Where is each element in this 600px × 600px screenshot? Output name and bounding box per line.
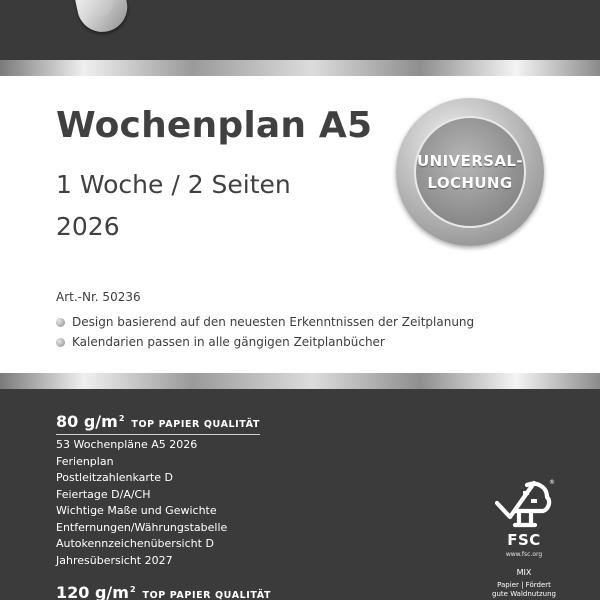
seal-text-line-1: UNIVERSAL- [417,152,523,170]
registered-mark: ® [549,479,555,486]
product-subtitle: 1 Woche / 2 Seiten [56,170,291,199]
brand-logo-icon [70,0,132,37]
contents-item: Autokennzeichenübersicht D [56,537,214,550]
contents-item: Postleitzahlenkarte D [56,471,173,484]
fsc-label: MIX [516,568,532,577]
feature-text: Kalendarien passen in alle gängigen Zeitplanbücher [72,335,385,349]
fsc-claim: Papier | Fördert gute Waldnutzung [492,581,556,598]
feature-item [56,315,474,335]
contents-item: Feiertage D/A/CH [56,487,151,501]
paper-quality-label: TOP PAPIER QUALITÄT [131,419,260,430]
top-dark-band [0,0,600,60]
universal-punching-seal [396,98,544,246]
contents-list [56,437,227,569]
product-title: Wochenplan A5 [56,105,373,146]
paper-quality-label: TOP PAPIER QUALITÄT [142,590,272,600]
seal-text-line-2: LOCHUNG [427,174,513,192]
fsc-logo-text: FSC [507,531,541,549]
feature-list [56,315,474,355]
fsc-tree-check-icon [493,477,555,529]
bullet-icon [56,338,65,347]
seal-center [414,116,526,228]
contents-item: 53 Wochenpläne A5 2026 [56,438,198,451]
feature-item [56,335,474,355]
contents-item: Jahresübersicht 2027 [56,553,173,567]
product-year: 2026 [56,212,120,241]
contents-item: Entfernungen/Währungstabelle [56,520,228,534]
paper-weight: 80 $g/m^2$ [56,412,125,431]
bullet-icon [56,318,65,327]
contents-item: Wichtige Maße und Gewichte [56,504,217,517]
paper-weight-heading-80 [56,412,260,435]
silver-divider-bottom [0,373,600,389]
paper-weight: 120 $g/m^2$ [56,583,136,600]
fsc-url: www.fsc.org [505,551,543,558]
silver-divider-top [0,60,600,76]
fsc-certification [484,477,564,599]
contents-item: Ferienplan [56,454,114,468]
paper-weight-heading-120 [56,583,271,600]
feature-text: Design basierend auf den neuesten Erkenntnissen der Zeitplanung [72,315,475,329]
article-number: Art.-Nr. 50236 [56,290,141,304]
